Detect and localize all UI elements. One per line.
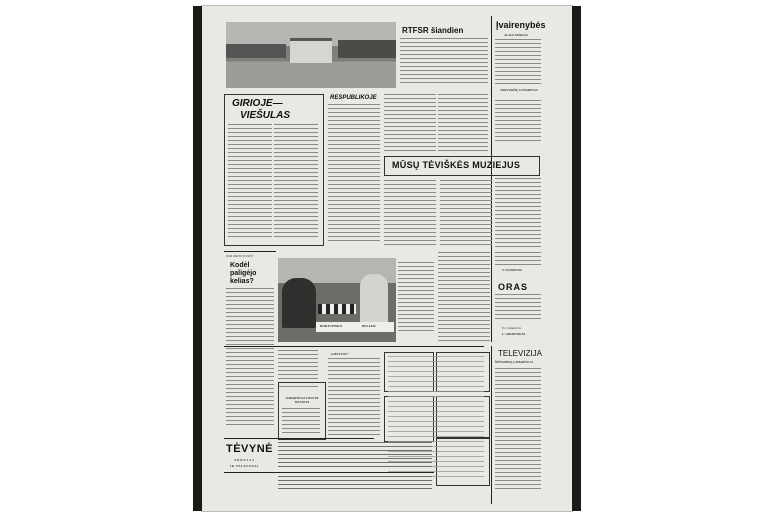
column-text-mid [384,94,436,152]
small-box-1-text [282,408,320,434]
column-text-mid2 [438,94,488,152]
masthead-title: TĖVYNĖ [226,443,274,455]
city-square-photo [226,22,396,88]
right-binding-edge [572,6,581,511]
museum-text [384,180,492,246]
left-binding-edge [193,6,202,511]
question-title: Kodėl paligėjo kelias? [230,262,257,285]
feature-text [228,124,318,240]
top-story-text [400,38,488,86]
player-left [282,278,316,328]
republic-heading: RESPUBLIKOJE [330,95,377,101]
chess-caption [398,262,434,334]
television-title: TELEVIZIJA [498,349,543,358]
chess-text-right [438,252,490,342]
weather-title: ORAS [498,282,529,292]
tree-line-right [338,40,396,58]
top-story-title: RTFSR šiandien [402,26,464,35]
question-text [226,288,274,426]
editor-name: L. GRUBINSKAS [502,332,526,336]
republic-text [328,104,380,244]
name-plate-left: BORTCHNKO [320,324,343,328]
lietuva-title: „LIETUVOS“ [330,352,349,356]
chess-players-photo [278,258,396,342]
footer-credit-text [278,476,432,490]
sidebar-text-1 [495,39,541,85]
masthead-line2: IR TELEFONAI [230,464,259,468]
museum-text-right [495,178,541,248]
television-text [495,368,541,470]
chess-board [318,304,356,314]
tree-line [226,44,286,58]
television-subtitle: ŠEŠTADIENĮ, LAPKRIČIO 24 [495,361,533,364]
player-right [360,274,388,328]
newspaper-page [202,6,572,511]
building-shape [290,38,332,63]
editor-label: Vyr. redaktorius [502,326,521,330]
sidebar-text-2 [495,100,541,144]
name-plate-right: BELLER [362,324,376,328]
lietuva-text [328,358,380,438]
question-kicker: KUR VAKTO SUDUS? [226,254,254,258]
feature-title-line1: GIRIOJE— [232,98,283,109]
sidebar-author: V. STANIENAS [502,268,523,272]
small-box-1-title: DABARTINAI VISUS IR MYNIOTA [285,396,319,404]
sidebar-subtitle: ALAUS MOKSAS [504,33,528,37]
weather-text [495,294,541,322]
sidebar-title: Įvairenybės [496,20,546,30]
footer-address-text [278,442,432,468]
feature-title-line2: VIEŠULAS [240,110,291,121]
museum-headline: MŪSŲ TĖVIŠKĖS MUZIEJUS [392,160,521,170]
sidebar-text-3 [495,252,541,268]
bottom-right-note [495,472,541,490]
sidebar-section2: SKRUZDŽIŲ CONGRESAS [500,88,538,92]
masthead-line1: ADRESAS [234,458,256,462]
